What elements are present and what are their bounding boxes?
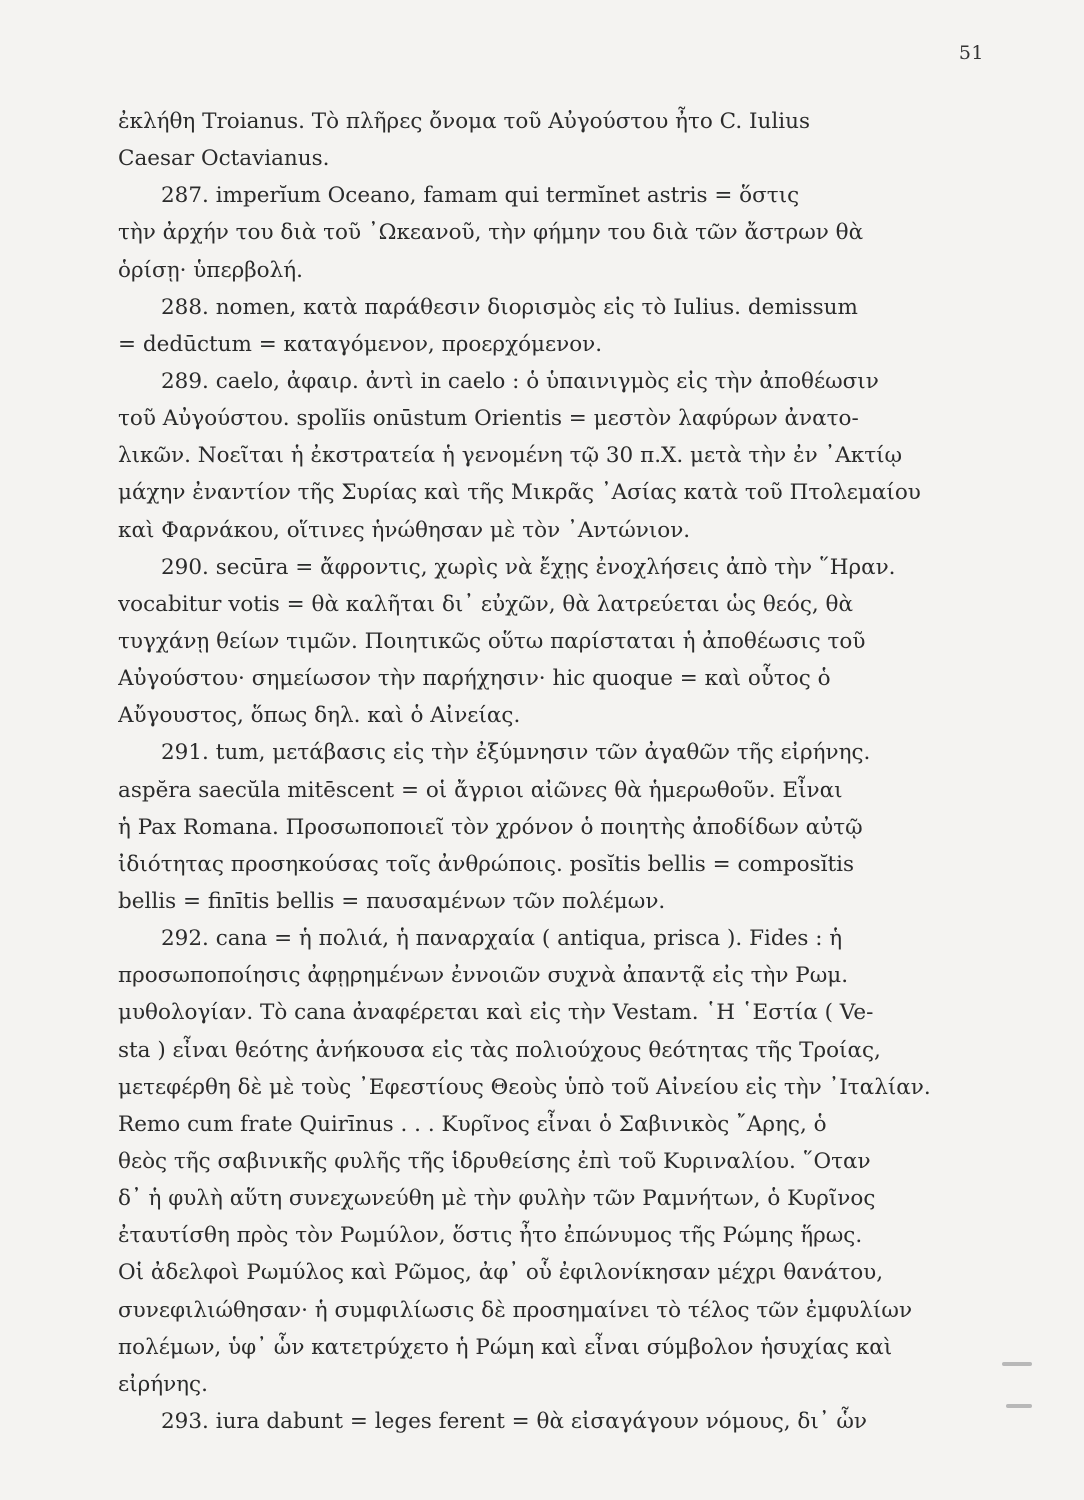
text-line: ἐταυτίσθη πρὸς τὸν Ρωμύλον, ὅστις ἦτο ἐπώνυμος τῆς Ρώμης ἥρως. — [118, 1223, 863, 1249]
text-line: τὴν ἀρχήν του διὰ τοῦ ᾿Ωκεανοῦ, τὴν φήμην του διὰ τῶν ἄστρων θὰ — [118, 220, 864, 246]
text-line: τοῦ Αὐγούστου. spolĭis onūstum Orientis = μεστὸν λαφύρων ἀνατο- — [118, 406, 859, 432]
text-line: 290. secūra = ἄφροντις, χωρὶς νὰ ἔχῃς ἐνοχλήσεις ἀπὸ τὴν ῞Ηραν. — [161, 554, 896, 580]
text-line: συνεφιλιώθησαν· ἡ συμφιλίωσις δὲ προσημαίνει τὸ τέλος τῶν ἐμφυλίων — [118, 1297, 913, 1323]
margin-mark — [1002, 1362, 1032, 1366]
text-line: Αὔγουστος, ὅπως δηλ. καὶ ὁ Αἰνείας. — [118, 703, 521, 729]
text-line: Οἱ ἀδελφοὶ Ρωμύλος καὶ Ρῶμος, ἀφ᾿ οὗ ἐφιλονίκησαν μέχρι θανάτου, — [118, 1260, 884, 1286]
text-line: πολέμων, ὑφ᾿ ὧν κατετρύχετο ἡ Ρώμη καὶ εἶναι σύμβολον ἡσυχίας καὶ — [118, 1334, 893, 1360]
text-line: bellis = finītis bellis = παυσαμένων τῶν πολέμων. — [118, 888, 666, 914]
text-line: τυγχάνῃ θείων τιμῶν. Ποιητικῶς οὕτω παρίσταται ἡ ἀποθέωσις τοῦ — [118, 628, 866, 654]
text-line: aspĕra saecŭla mitēscent = οἱ ἄγριοι αἰῶνες θὰ ἡμερωθοῦν. Εἶναι — [118, 777, 843, 803]
text-line: 291. tum, μετάβασις εἰς τὴν ἐξύμνησιν τῶν ἀγαθῶν τῆς εἰρήνης. — [161, 740, 871, 766]
text-line: λικῶν. Νοεῖται ἡ ἐκστρατεία ἡ γενομένη τῷ 30 π.Χ. μετὰ τὴν ἐν ᾿Ακτίῳ — [118, 443, 903, 469]
text-line: ὁρίσῃ· ὑπερβολή. — [118, 257, 303, 283]
text-line: ἐκλήθη Troianus. Τὸ πλῆρες ὄνομα τοῦ Αὐγούστου ἦτο C. Iulius — [118, 109, 810, 134]
text-line: vocabitur votis = θὰ καλῆται δι᾿ εὐχῶν, θὰ λατρεύεται ὡς θεός, θὰ — [118, 591, 854, 617]
text-line: 288. nomen, κατὰ παράθεσιν διορισμὸς εἰς τὸ Iulius. demissum — [161, 294, 858, 320]
text-line: μυθολογίαν. Τὸ cana ἀναφέρεται καὶ εἰς τὴν Vestam. ῾Η ῾Εστία ( Ve- — [118, 1000, 874, 1026]
text-line: εἰρήνης. — [118, 1371, 208, 1397]
text-line: sta ) εἶναι θεότης ἀνήκουσα εἰς τὰς πολιούχους θεότητας τῆς Τροίας, — [118, 1037, 881, 1063]
text-line: = dedūctum = καταγόμενον, προερχόμενον. — [118, 331, 603, 357]
commentary-text — [118, 103, 958, 1440]
text-line: Αὐγούστου· σημείωσον τὴν παρήχησιν· hic quoque = καὶ οὗτος ὁ — [118, 666, 831, 692]
text-line: δ᾿ ἡ φυλὴ αὕτη συνεχωνεύθη μὲ τὴν φυλὴν τῶν Ραμνήτων, ὁ Κυρῖνος — [118, 1186, 876, 1212]
text-line: 292. cana = ἡ πολιά, ἡ παναρχαία ( antiqua, prisca ). Fides : ἡ — [161, 926, 843, 952]
text-line: ἰδιότητας προσηκούσας τοῖς ἀνθρώποις. posĭtis bellis = composĭtis — [118, 851, 855, 877]
text-line: προσωποποίησις ἀφῃρημένων ἐννοιῶν συχνὰ ἀπαντᾷ εἰς τὴν Ρωμ. — [118, 963, 849, 989]
text-line: 293. iura dabunt = leges ferent = θὰ εἰσαγάγουν νόμους, δι᾿ ὧν — [161, 1408, 867, 1434]
page-number: 51 — [958, 42, 984, 64]
text-line: καὶ Φαρνάκου, οἵτινες ἡνώθησαν μὲ τὸν ᾿Αντώνιον. — [118, 517, 691, 543]
text-line: ἡ Pax Romana. Προσωποποιεῖ τὸν χρόνον ὁ ποιητὴς ἀποδίδων αὐτῷ — [118, 814, 863, 840]
text-line: θεὸς τῆς σαβινικῆς φυλῆς τῆς ἱδρυθείσης ἐπὶ τοῦ Κυριναλίου. ῞Οταν — [118, 1148, 871, 1174]
text-line: 287. imperĭum Oceano, famam qui termĭnet astris = ὅστις — [161, 183, 800, 209]
text-line: Caesar Octavianus. — [118, 146, 330, 172]
text-line: Remo cum frate Quirīnus . . . Κυρῖνος εἶναι ὁ Σαβινικὸς ῎Αρης, ὁ — [118, 1111, 827, 1137]
text-line: μάχην ἐναντίον τῆς Συρίας καὶ τῆς Μικρᾶς ᾿Ασίας κατὰ τοῦ Πτολεμαίου — [118, 480, 921, 506]
text-line: μετεφέρθη δὲ μὲ τοὺς ᾿Εφεστίους Θεοὺς ὑπὸ τοῦ Αἰνείου εἰς τὴν ᾿Ιταλίαν. — [118, 1074, 931, 1100]
margin-mark — [1006, 1404, 1032, 1408]
text-line: 289. caelo, ἀφαιρ. ἀντὶ in caelo : ὁ ὑπαινιγμὸς εἰς τὴν ἀποθέωσιν — [161, 368, 879, 394]
